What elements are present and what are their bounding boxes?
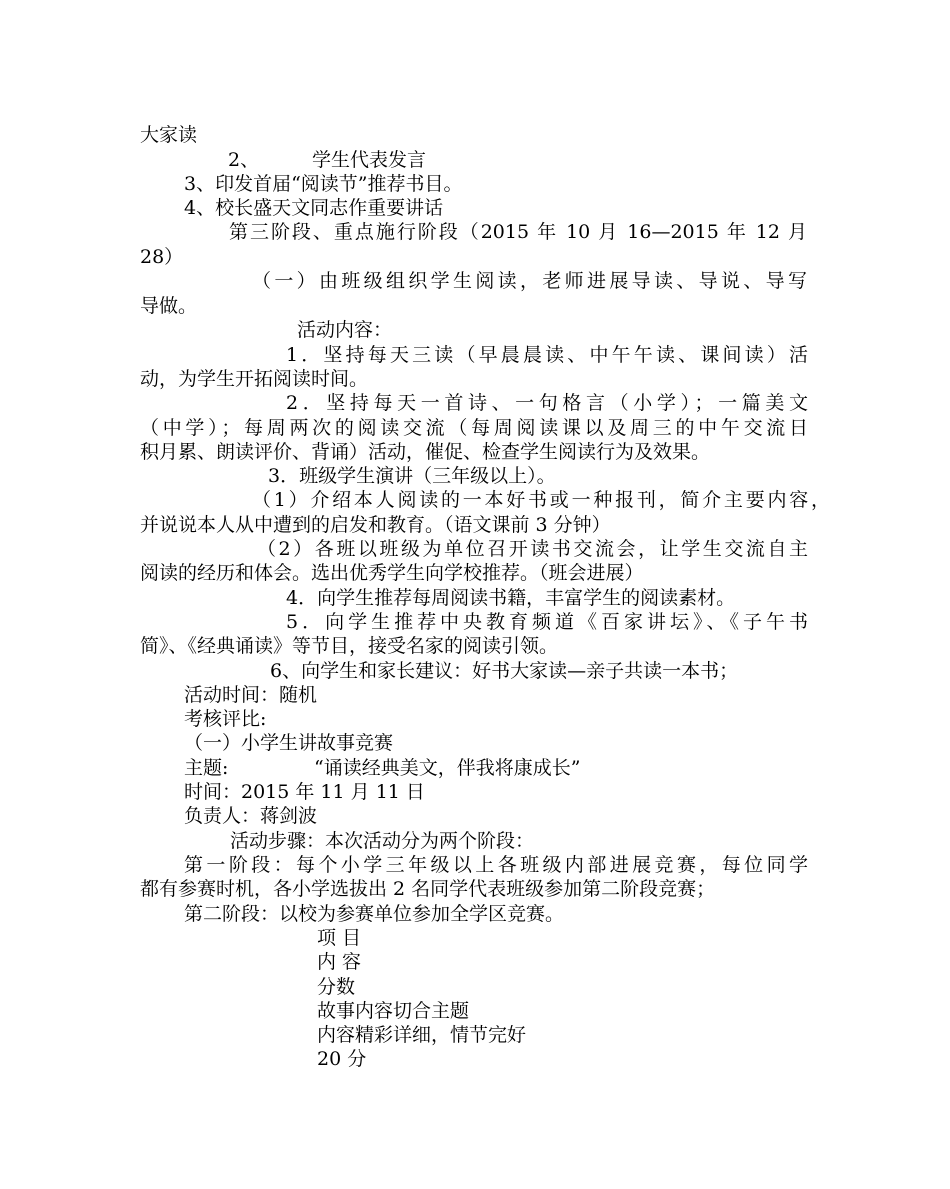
list-number-2: 2、 bbox=[228, 149, 260, 171]
activity-content-label: 活动内容： bbox=[297, 319, 393, 341]
text-line-4: 4、校长盛天文同志作重要讲话 bbox=[184, 197, 444, 219]
text-line-14: （中学）；每周两次的阅读交流（每周阅读课以及周三的中午交流日 bbox=[140, 417, 808, 439]
table-cell-item: 故事内容切合主题 bbox=[317, 1000, 470, 1022]
person-in-charge: 负责人：蒋剑波 bbox=[184, 805, 318, 827]
table-header-content: 内 容 bbox=[317, 951, 362, 973]
text-line-15: 积月累、朗读评价、背诵）活动，催促、检查学生阅读行为及效果。 bbox=[140, 441, 711, 463]
text-line-12: 动，为学生开拓阅读时间。 bbox=[140, 368, 369, 390]
text-line-8: （一）由班级组织学生阅读，老师进展导读、导说、导写 bbox=[252, 270, 807, 292]
theme-label: 主题: bbox=[184, 757, 229, 779]
text-line-3: 3、印发首届“阅读节”推荐书目。 bbox=[184, 173, 463, 195]
text-line-23: 简》、《经典诵读》等节目，接受名家的阅读引领。 bbox=[140, 635, 559, 657]
table-cell-score: 20 分 bbox=[317, 1048, 367, 1070]
text-line-9: 导做。 bbox=[140, 295, 198, 317]
text-line-19: （2）各班以班级为单位召开读书交流会，让学生交流自主 bbox=[257, 538, 808, 560]
table-cell-content: 内容精彩详细，情节完好 bbox=[317, 1024, 527, 1046]
phase-one-cont: 都有参赛时机，各小学选拔出 2 名同学代表班级参加第二阶段竞赛； bbox=[140, 878, 716, 900]
stage-heading-cont: 28） bbox=[140, 246, 184, 268]
text-line-1: 大家读 bbox=[140, 124, 198, 146]
text-line-18: 并说说本人从中遭到的启发和教育。（语文课前 3 分钟） bbox=[140, 514, 611, 536]
activity-time: 活动时间：随机 bbox=[184, 684, 318, 706]
text-line-17: （1）介绍本人阅读的一本好书或一种报刊，简介主要内容， bbox=[252, 489, 830, 511]
table-header-item: 项 目 bbox=[317, 927, 362, 949]
contest-date: 时间：2015 年 11 月 11 日 bbox=[184, 781, 425, 803]
text-line-11: 1．坚持每天三读（早晨晨读、中午午读、课间读）活 bbox=[286, 344, 808, 366]
text-line-24: 6、向学生和家长建议：好书大家读—亲子共读一本书； bbox=[270, 660, 739, 682]
text-line-21: 4．向学生推荐每周阅读书籍，丰富学生的阅读素材。 bbox=[286, 587, 736, 609]
text-line-13: 2．坚持每天一首诗、一句格言（小学）；一篇美文 bbox=[286, 392, 808, 414]
stage-heading: 第三阶段、重点施行阶段（2015 年 10 月 16—2015 年 12 月 bbox=[229, 221, 807, 243]
text-line-22: 5．向学生推荐中央教育频道《百家讲坛》、《子午书 bbox=[286, 611, 808, 633]
assessment-label: 考核评比: bbox=[184, 708, 267, 730]
phase-one: 第一阶段：每个小学三年级以上各班级内部进展竞赛，每位同学 bbox=[184, 854, 808, 876]
contest-title: （一）小学生讲故事竞赛 bbox=[184, 732, 394, 754]
phase-two: 第二阶段：以校为参赛单位参加全学区竞赛。 bbox=[184, 903, 565, 925]
text-line-2: 学生代表发言 bbox=[312, 149, 427, 171]
theme-value: “诵读经典美文，伴我将康成长” bbox=[314, 757, 581, 779]
table-header-score: 分数 bbox=[317, 976, 356, 998]
activity-steps: 活动步骤：本次活动分为两个阶段： bbox=[230, 830, 535, 852]
text-line-16: 3．班级学生演讲（三年级以上）。 bbox=[268, 465, 556, 487]
text-line-20: 阅读的经历和体会。选出优秀学生向学校推荐。（班会进展） bbox=[140, 562, 644, 584]
